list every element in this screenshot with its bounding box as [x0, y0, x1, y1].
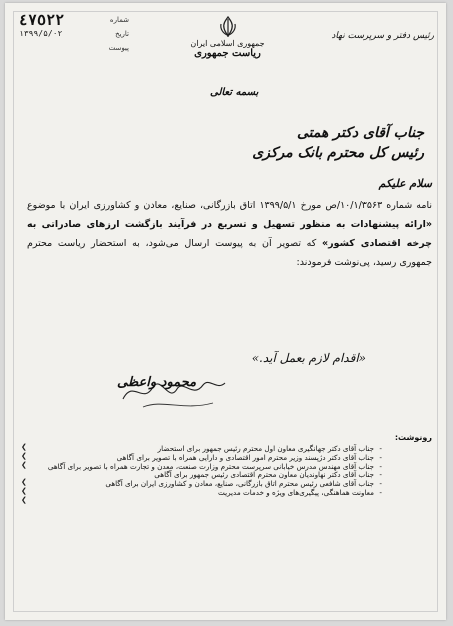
letter-date: ۱۳۹۹/۵/۰۲ [19, 29, 63, 38]
list-item: - جناب آقای دکتر دژپسند وزیر محترم امور اقتصادی و دارایی همراه با تصویر برای آگاهی [19, 454, 382, 463]
copy-recipient: جناب آقای دکتر جهانگیری معاون اول محترم رئیس جمهور برای استحضار [157, 444, 374, 453]
copy-recipient: جناب آقای دکتر دژپسند وزیر محترم امور اقتصادی و دارایی همراه با تصویر برای آگاهی [116, 452, 374, 462]
letter-meta [19, 13, 129, 55]
body-text-part-1: نامه شماره ۱۰/۱/۳۵۶۳/ص مورخ ۱۳۹۹/۵/۱ اتاق بازرگانی، صنایع، معادن و کشاورزی ایران با موضوع [27, 200, 432, 211]
copies-list [19, 445, 382, 498]
chevron-left-icon: ❮ [21, 478, 27, 487]
body-subject: «ارائه پیشنهادات به منظور تسهیل و تسریع در فرآیند بازگشت ارزهای صادراتی به چرخه اقتصادی کشور» [27, 219, 432, 249]
organization-name [175, 39, 280, 59]
signatory-name: محمود واعظی [117, 375, 197, 390]
chevron-left-icon: ❮ [21, 460, 27, 469]
list-item: - جناب آقای شافعی رئیس محترم اتاق بازرگانی، صنایع، معادن و کشاورزی ایران برای آگاهی [19, 480, 382, 489]
number-label: شماره [109, 16, 129, 24]
copies-title: رونوشت: [394, 433, 432, 442]
letter-page [5, 3, 446, 620]
attachment-row [19, 41, 129, 55]
iran-emblem-icon [217, 15, 239, 39]
date-label: تاریخ [115, 30, 129, 38]
copy-recipient: جناب آقای مهندس مدرس خیابانی سرپرست محترم وزارت صنعت، معدن و تجارت همراه با تصویر برای آگاهی [47, 461, 374, 471]
greeting: سلام علیکم [378, 177, 432, 190]
letter-number: ٤٧٥٢٢ [19, 11, 65, 29]
org-line-1: جمهوری اسلامی ایران [190, 39, 265, 48]
handwritten-order: «اقدام لازم بعمل آید.» [251, 351, 366, 365]
attachment-value [19, 41, 25, 55]
recipient-block [252, 125, 424, 161]
body-text-part-2: که تصویر آن به پیوست ارسال می‌شود، به استحضار ریاست محترم جمهوری رسید، پی‌نوشت فرمودند: [27, 238, 432, 268]
list-item: - معاونت هماهنگی، پیگیری‌های ویژه و خدمات مدیریت [19, 489, 382, 498]
letter-body [27, 196, 432, 272]
list-item: - جناب آقای دکتر نهاوندیان معاون محترم اقتصادی رئیس جمهور برای آگاهی [19, 471, 382, 480]
classification-label: بسمه تعالی [210, 87, 259, 98]
copy-recipient: جناب آقای شافعی رئیس محترم اتاق بازرگانی، صنایع، معادن و کشاورزی ایران برای آگاهی [105, 479, 374, 489]
attachment-label: پیوست [108, 44, 129, 52]
recipient-name: جناب آقای دکتر همتی [297, 125, 424, 141]
number-row [19, 13, 129, 27]
chevron-left-icon: ❮ [21, 486, 27, 495]
date-row [19, 27, 129, 41]
recipient-title: رئیس کل محترم بانک مرکزی [252, 145, 424, 161]
chevron-left-icon: ❮ [21, 443, 27, 451]
office-title: رئیس دفتر و سرپرست نهاد [331, 31, 434, 41]
copy-recipient: جناب آقای دکتر نهاوندیان معاون محترم اقتصادی رئیس جمهور برای آگاهی [154, 470, 374, 480]
page-border [13, 11, 438, 612]
list-item: - جناب آقای مهندس مدرس خیابانی سرپرست محترم وزارت صنعت، معدن و تجارت همراه با تصویر برای آگاهی [19, 463, 382, 472]
chevron-left-icon: ❮ [21, 451, 27, 460]
chevron-left-icon: ❮ [21, 495, 27, 504]
org-line-2: ریاست جمهوری [194, 48, 261, 59]
copy-recipient: معاونت هماهنگی، پیگیری‌های ویژه و خدمات مدیریت [218, 487, 374, 497]
list-item: - جناب آقای دکتر جهانگیری معاون اول محترم رئیس جمهور برای استحضار [19, 445, 382, 454]
